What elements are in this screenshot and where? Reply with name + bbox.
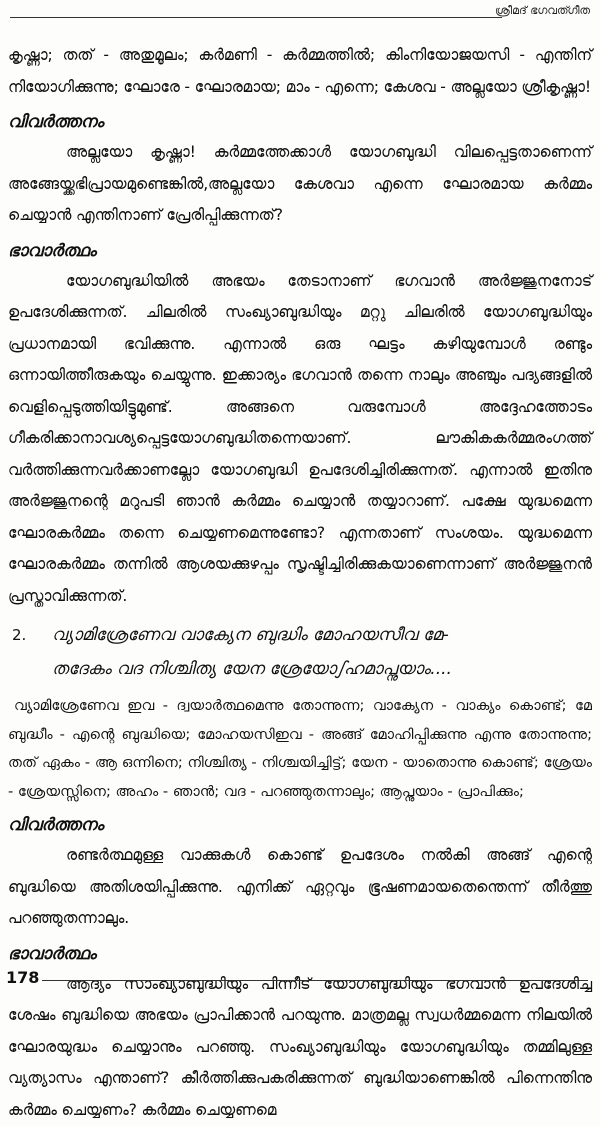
glossary-paragraph: കൃഷ്ണാ; തത് - അതുമൂലം; കർമണി - കർമ്മത്തിൽ; കിംനിയോജയസി - എന്തിന് നിയോഗിക്കുന്നു; ഘോരേ - ഘോരമായ; മാം - എന്നെ; കേശവ - അല്ലയോ ശ്രീകൃഷ്ണാ! xyxy=(8,40,592,103)
section-heading-translation: വിവർത്തനം xyxy=(8,109,592,135)
verse-number: 2. xyxy=(8,618,52,652)
running-title: ശ്രീമദ് ഭഗവത്ഗീത xyxy=(495,4,590,18)
page-footer xyxy=(0,960,600,1000)
verse-line: വ്യാമിശ്രേണേവ വാക്യേന ബുദ്ധിം മോഹയസീവ മേ- xyxy=(52,618,449,652)
commentary-paragraph: യോഗബുദ്ധിയിൽ അഭയം തേടാനാണ് ഭഗവാൻ അർജ്ജുനനോട് ഉപദേശിക്കുന്നത്. ചിലരിൽ സംഖ്യാബുദ്ധിയും മറ്റു ചിലരിൽ യോഗബുദ്ധിയും പ്രധാനമായി ഭവിക്കുന്നു. എന്നാൽ ഒരു ഘട്ടം കഴിയുമ്പോൾ രണ്ടും ഒന്നായിത്തീരുകയും ചെയ്യുന്നു. ഇക്കാര്യം ഭഗവാൻ തന്നെ നാലും അഞ്ചും പദ്യങ്ങളിൽ വെളിപ്പെടുത്തിയിട്ടുമുണ്ട്. അങ്ങനെ വരുമ്പോൾ അദ്ദേഹത്തോടം ഗീകരിക്കാനാവശ്യപ്പെട്ടയോഗബുദ്ധിതന്നെയാണ്. ലൗകികകർമ്മരംഗത്ത് വർത്തിക്കുന്നവർക്കാണല്ലോ യോഗബുദ്ധി ഉപദേശിച്ചിരിക്കുന്നത്. എന്നാൽ ഇതിനു അർജ്ജുനന്റെ മറുപടി ഞാൻ കർമ്മം ചെയ്യാൻ തയ്യാറാണ്. പക്ഷേ യുദ്ധമെന്ന ഘോരകർമ്മം തന്നെ ചെയ്യണമെന്നുണ്ടോ? എന്നതാണ് സംശയം. യുദ്ധമെന്ന ഘോരകർമ്മം തന്നിൽ ആശയക്കുഴപ്പം സൃഷ്ടിച്ചിരിക്കുകയാണെന്നാണ് അർജ്ജുനൻ പ്രസ്താവിക്കുന്നത്. xyxy=(8,266,592,613)
verse-line: തദേകം വദ നിശ്ചിത്യ യേന ശ്രേയോഽഹമാപ്നുയാം.... xyxy=(8,652,592,686)
verse-block xyxy=(8,618,592,686)
translation-paragraph: രണ്ടർത്ഥമുള്ള വാക്കുകൾ കൊണ്ട് ഉപദേശം നൽകി അങ്ങ് എന്റെ ബുദ്ധിയെ അതിശയിപ്പിക്കുന്നു. എനിക്ക് ഏറ്റവും ഭൂഷണമായതെന്തെന്ന് തീർത്തു പറഞ്ഞുതന്നാലും. xyxy=(8,840,592,935)
footer-rule xyxy=(42,980,588,981)
commentary-paragraph: ആദ്യം സാംഖ്യാബുദ്ധിയും പിന്നീട് യോഗബുദ്ധിയും ഭഗവാൻ ഉപദേശിച്ച ശേഷം ബുദ്ധിയെ അഭയം പ്രാപിക്കാൻ പറയുന്നു. മാത്രമല്ല സ്വധർമ്മമെന്ന നിലയിൽ ഘോരയുദ്ധം ചെയ്യാനും പറഞ്ഞു. സംഖ്യാബുദ്ധിയും യോഗബുദ്ധിയും തമ്മിലുള്ള വ്യത്യാസം എന്താണ്? കീർത്തിക്കുപകരിക്കുന്നത് ബുദ്ധിയാണെങ്കിൽ പിന്നെന്തിനു കർമ്മം ചെയ്യണം? കർമ്മം ചെയ്യണമെ xyxy=(8,969,592,1126)
section-heading-translation: വിവർത്തനം xyxy=(8,812,592,838)
glossary-paragraph: വ്യാമിശ്രേണേവ ഇവ - ദ്വയാർത്ഥമെന്നു തോന്നുന്ന; വാക്യേന - വാക്യം കൊണ്ട്; മേ ബുദ്ധീം - എന്റെ ബുദ്ധിയെ; മോഹയസിഇവ - അങ്ങ് മോഹിപ്പിക്കുന്നു എന്നു തോന്നുന്നു; തത് ഏകം - ആ ഒന്നിനെ; നിശ്ചിത്യ - നിശ്ചയിച്ചിട്ട്; യേന - യാതൊന്നു കൊണ്ട്; ശ്രേയം - ശ്രേയസ്സിനെ; അഹം - ഞാൻ; വദ - പറഞ്ഞുതന്നാലും; ആപ്നുയാം - പ്രാപിക്കും; xyxy=(8,692,592,806)
section-heading-commentary: ഭാവാർത്ഥം xyxy=(8,238,592,264)
section-heading-commentary: ഭാവാർത്ഥം xyxy=(8,941,592,967)
translation-paragraph: അല്ലയോ കൃഷ്ണാ! കർമ്മത്തേക്കാൾ യോഗബുദ്ധി വിലപ്പെട്ടതാണെന്ന് അങ്ങേയ്ക്കഭിപ്രായമുണ്ടെങ്കിൽ,അല്ലയോ കേശവാ എന്നെ ഘോരമായ കർമ്മം ചെയ്യാൻ എന്തിനാണ് പ്രേരിപ്പിക്കുന്നത്? xyxy=(8,137,592,232)
header-rule xyxy=(10,17,502,18)
page-number: 178 xyxy=(6,968,39,987)
page-header xyxy=(0,0,600,30)
